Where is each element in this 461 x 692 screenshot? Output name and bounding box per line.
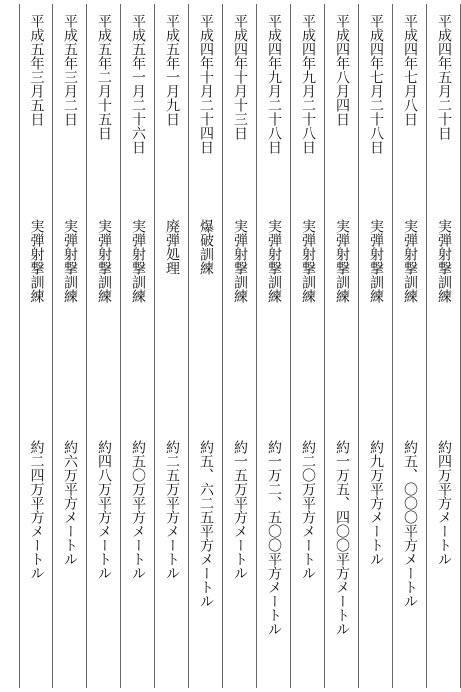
activity-cell: 実弾射撃訓練 xyxy=(368,219,384,303)
area-cell: 約五〇万平方メートル xyxy=(130,440,146,580)
area-cell: 約二〇万平方メートル xyxy=(300,440,316,580)
area-cell: 約一万二、五〇〇平方メートル xyxy=(266,440,282,636)
date-cell: 平成四年九月二十八日 xyxy=(266,14,282,154)
table-row xyxy=(189,4,223,688)
activity-cell: 実弾射撃訓練 xyxy=(96,219,112,303)
activity-cell: 実弾射撃訓練 xyxy=(402,219,418,303)
table-row xyxy=(359,4,393,688)
area-cell: 約五、〇〇〇平方メートル xyxy=(402,440,418,608)
table-row xyxy=(257,4,291,688)
table-row xyxy=(393,4,427,688)
area-cell: 約一五万平方メートル xyxy=(232,440,248,580)
fire-incident-table xyxy=(0,4,461,688)
table-row xyxy=(87,4,121,688)
activity-cell: 実弾射撃訓練 xyxy=(130,219,146,303)
date-cell: 平成五年一月二十六日 xyxy=(130,14,146,154)
activity-cell: 実弾射撃訓練 xyxy=(266,219,282,303)
date-cell: 平成四年十月十三日 xyxy=(232,14,248,140)
activity-cell: 廃弾処理 xyxy=(164,219,180,275)
date-cell: 平成四年九月二十八日 xyxy=(300,14,316,154)
table-row xyxy=(121,4,155,688)
table-row xyxy=(427,4,461,688)
area-cell: 約二四万平方メートル xyxy=(28,440,45,580)
table-row xyxy=(223,4,257,688)
table-row xyxy=(325,4,359,688)
date-cell: 平成五年三月五日 xyxy=(28,14,45,126)
date-cell: 平成五年三月二日 xyxy=(62,14,78,126)
area-cell: 約四万平方メートル xyxy=(436,440,452,566)
area-cell: 約九万平方メートル xyxy=(368,440,384,566)
area-cell: 約四八万平方メートル xyxy=(96,440,112,580)
activity-cell: 実弾射撃訓練 xyxy=(232,219,248,303)
table-row xyxy=(155,4,189,688)
date-cell: 平成四年七月二十八日 xyxy=(368,14,384,154)
date-cell: 平成四年十月二十四日 xyxy=(198,14,214,154)
activity-cell: 実弾射撃訓練 xyxy=(62,219,78,303)
area-cell: 約五、六二五平方メートル xyxy=(198,440,214,608)
date-cell: 平成五年一月九日 xyxy=(164,14,180,126)
table-row xyxy=(53,4,87,688)
area-cell: 約一万五、四〇〇平方メートル xyxy=(334,440,350,636)
table-row xyxy=(291,4,325,688)
activity-cell: 実弾射撃訓練 xyxy=(28,219,45,303)
activity-cell: 実弾射撃訓練 xyxy=(334,219,350,303)
date-cell: 平成四年五月二十日 xyxy=(436,14,452,140)
date-cell: 平成五年二月十五日 xyxy=(96,14,112,140)
date-cell: 平成四年八月四日 xyxy=(334,14,350,126)
date-cell: 平成四年七月八日 xyxy=(402,14,418,126)
activity-cell: 爆破訓練 xyxy=(198,219,214,275)
table-row xyxy=(19,4,53,688)
area-cell: 約六万平方メートル xyxy=(62,440,78,566)
activity-cell: 実弾射撃訓練 xyxy=(300,219,316,303)
area-cell: 約二五万平方メートル xyxy=(164,440,180,580)
activity-cell: 実弾射撃訓練 xyxy=(436,219,452,303)
